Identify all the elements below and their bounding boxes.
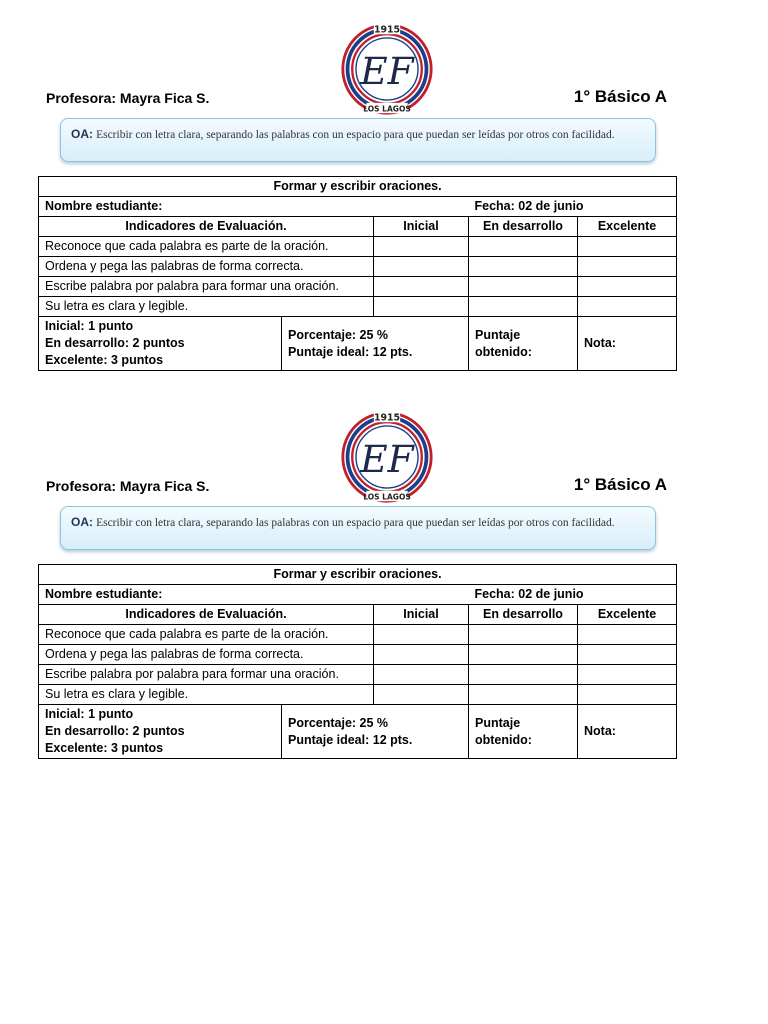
score-cell-en-desarrollo[interactable] [469, 665, 578, 685]
table-row [39, 665, 677, 685]
grade-label: 1° Básico A [573, 87, 667, 106]
obtenido-label: obtenido: [475, 732, 532, 747]
student-name-field[interactable]: Nombre estudiante: [39, 197, 469, 217]
date-field: Fecha: 02 de junio [469, 197, 677, 217]
score-cell-inicial[interactable] [374, 277, 469, 297]
header-en-desarrollo: En desarrollo [469, 217, 578, 237]
scale-inicial: Inicial: 1 punto [45, 319, 134, 333]
teacher-name: Profesora: Mayra Fica S. [46, 478, 210, 494]
student-name-field[interactable]: Nombre estudiante: [39, 585, 469, 605]
table-row [39, 685, 677, 705]
logo-year: 1915 [373, 412, 401, 424]
oa-label: OA: [71, 515, 93, 529]
score-cell-en-desarrollo[interactable] [469, 237, 578, 257]
nota-label: Nota: [584, 724, 616, 738]
table-row [39, 277, 677, 297]
indicator-text: Reconoce que cada palabra es parte de la oración. [39, 237, 374, 257]
score-cell-excelente[interactable] [578, 645, 677, 665]
indicator-text: Su letra es clara y legible. [39, 685, 374, 705]
score-cell-en-desarrollo[interactable] [469, 257, 578, 277]
table-row [39, 625, 677, 645]
header-indicadores: Indicadores de Evaluación. [39, 217, 374, 237]
learning-objective-box [60, 118, 656, 162]
oa-text: Escribir con letra clara, separando las palabras con un espacio para que puedan ser leídas por otros con facilidad. [96, 517, 615, 529]
logo-letters: EF [360, 49, 414, 94]
percentage-info [282, 317, 469, 371]
header-indicadores: Indicadores de Evaluación. [39, 605, 374, 625]
puntaje-ideal-label: Puntaje ideal: 12 pts. [288, 344, 413, 359]
scale-excelente: Excelente: 3 puntos [45, 741, 164, 755]
grade-label: 1° Básico A [573, 475, 667, 494]
indicator-text: Ordena y pega las palabras de forma correcta. [39, 257, 374, 277]
indicator-text: Escribe palabra por palabra para formar una oración. [39, 277, 374, 297]
rubric-title: Formar y escribir oraciones. [39, 177, 677, 197]
logo-place: LOS LAGOS [363, 492, 411, 502]
header-en-desarrollo: En desarrollo [469, 605, 578, 625]
header-inicial: Inicial [374, 217, 469, 237]
score-cell-en-desarrollo[interactable] [469, 625, 578, 645]
indicator-text: Reconoce que cada palabra es parte de la oración. [39, 625, 374, 645]
scale-excelente: Excelente: 3 puntos [45, 353, 164, 367]
porcentaje-label: Porcentaje: 25 % [288, 715, 389, 730]
score-cell-excelente[interactable] [578, 257, 677, 277]
porcentaje-label: Porcentaje: 25 % [288, 327, 389, 342]
score-cell-en-desarrollo[interactable] [469, 297, 578, 317]
obtained-score-cell[interactable] [469, 705, 578, 759]
score-cell-inicial[interactable] [374, 257, 469, 277]
puntaje-label: Puntaje [475, 327, 521, 342]
indicator-text: Escribe palabra por palabra para formar una oración. [39, 665, 374, 685]
puntaje-ideal-label: Puntaje ideal: 12 pts. [288, 732, 413, 747]
scoring-scale [39, 705, 282, 759]
table-row [39, 257, 677, 277]
table-row [39, 297, 677, 317]
scale-en-desarrollo: En desarrollo: 2 puntos [45, 336, 185, 350]
score-cell-excelente[interactable] [578, 277, 677, 297]
score-cell-en-desarrollo[interactable] [469, 685, 578, 705]
header-excelente: Excelente [578, 217, 677, 237]
obtained-score-cell[interactable] [469, 317, 578, 371]
rubric-table [38, 176, 677, 371]
nota-label: Nota: [584, 336, 616, 350]
indicator-text: Ordena y pega las palabras de forma correcta. [39, 645, 374, 665]
score-cell-inicial[interactable] [374, 237, 469, 257]
indicator-text: Su letra es clara y legible. [39, 297, 374, 317]
scoring-scale [39, 317, 282, 371]
rubric-table [38, 564, 677, 759]
score-cell-inicial[interactable] [374, 665, 469, 685]
oa-text: Escribir con letra clara, separando las palabras con un espacio para que puedan ser leídas por otros con facilidad. [96, 129, 615, 141]
score-cell-excelente[interactable] [578, 297, 677, 317]
school-logo [340, 410, 434, 504]
oa-label: OA: [71, 127, 93, 141]
score-cell-inicial[interactable] [374, 625, 469, 645]
table-row [39, 645, 677, 665]
puntaje-label: Puntaje [475, 715, 521, 730]
scale-inicial: Inicial: 1 punto [45, 707, 134, 721]
logo-letters: EF [360, 437, 414, 482]
header-excelente: Excelente [578, 605, 677, 625]
date-field: Fecha: 02 de junio [469, 585, 677, 605]
obtenido-label: obtenido: [475, 344, 532, 359]
score-cell-excelente[interactable] [578, 625, 677, 645]
logo-year: 1915 [373, 24, 401, 36]
score-cell-inicial[interactable] [374, 645, 469, 665]
score-cell-inicial[interactable] [374, 297, 469, 317]
teacher-name: Profesora: Mayra Fica S. [46, 90, 210, 106]
percentage-info [282, 705, 469, 759]
evaluation-sheet-1 [0, 0, 768, 390]
scale-en-desarrollo: En desarrollo: 2 puntos [45, 724, 185, 738]
table-row [39, 237, 677, 257]
score-cell-inicial[interactable] [374, 685, 469, 705]
grade-cell[interactable] [578, 705, 677, 759]
school-logo [340, 22, 434, 116]
grade-cell[interactable] [578, 317, 677, 371]
score-cell-excelente[interactable] [578, 685, 677, 705]
score-cell-excelente[interactable] [578, 665, 677, 685]
score-cell-excelente[interactable] [578, 237, 677, 257]
rubric-title: Formar y escribir oraciones. [39, 565, 677, 585]
score-cell-en-desarrollo[interactable] [469, 645, 578, 665]
logo-place: LOS LAGOS [363, 104, 411, 114]
header-inicial: Inicial [374, 605, 469, 625]
score-cell-en-desarrollo[interactable] [469, 277, 578, 297]
evaluation-sheet-2 [0, 388, 768, 778]
learning-objective-box [60, 506, 656, 550]
